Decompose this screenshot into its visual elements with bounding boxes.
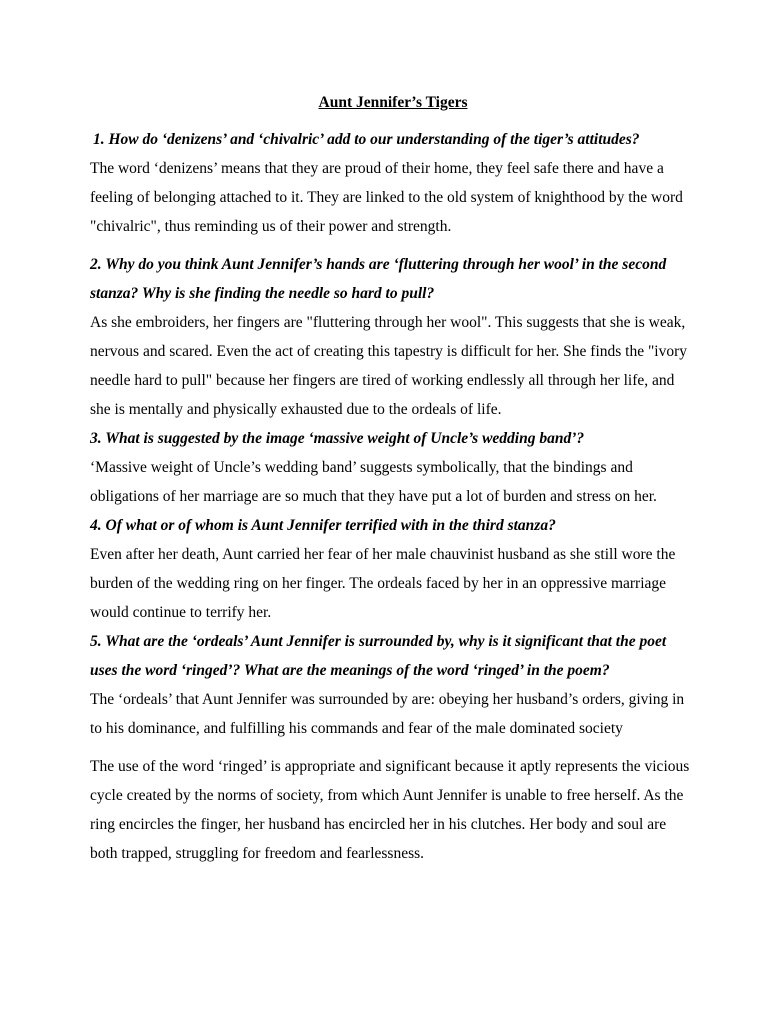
answer-1: The word ‘denizens’ means that they are proud of their home, they feel safe there and have a feeling of belonging attached to it. They are linked to the old system of knighthood by the word "chivalric", thus reminding us of their power and strength.: [90, 160, 683, 235]
answer-3: ‘Massive weight of Uncle’s wedding band’ suggests symbolically, that the bindings and obligations of her marriage are so much that they have put a lot of burden and stress on her.: [90, 459, 657, 505]
document-page: [90, 93, 690, 868]
answer-4: Even after her death, Aunt carried her fear of her male chauvinist husband as she still wore the burden of the wedding ring on her finger. The ordeals faced by her in an oppressive marriage would continue to terrify her.: [90, 546, 676, 621]
question-4: 4. Of what or of whom is Aunt Jennifer terrified with in the third stanza?: [90, 517, 556, 534]
question-5: 5. What are the ‘ordeals’ Aunt Jennifer is surrounded by, why is it significant that the poet uses the word ‘ringed’? What are the meanings of the word ‘ringed’ in the poem?: [90, 633, 667, 679]
question-3: 3. What is suggested by the image ‘massive weight of Uncle’s wedding band’?: [90, 430, 585, 447]
qa-item-5: [90, 627, 690, 743]
qa-item-4: [90, 511, 690, 627]
closing-paragraph: The use of the word ‘ringed’ is appropriate and significant because it aptly represents the vicious cycle created by the norms of society, from which Aunt Jennifer is unable to free herself. As the ring encircles the finger, her husband has encircled her in his clutches. Her body and soul are both trapped, struggling for freedom and fearlessness.: [90, 758, 690, 862]
answer-2: As she embroiders, her fingers are "fluttering through her wool". This suggests that she is weak, nervous and scared. Even the act of creating this tapestry is difficult for her. She finds the "ivory needle hard to pull" because her fingers are tired of working endlessly all through her life, and she is mentally and physically exhausted due to the ordeals of life.: [90, 314, 688, 418]
answer-5: The ‘ordeals’ that Aunt Jennifer was surrounded by are: obeying her husband’s orders, giving in to his dominance, and fulfilling his commands and fear of the male dominated society: [90, 691, 685, 737]
qa-item-3: [90, 424, 690, 511]
qa-item-1: [90, 125, 690, 241]
question-2: 2. Why do you think Aunt Jennifer’s hands are ‘fluttering through her wool’ in the second stanza? Why is she finding the needle so hard to pull?: [90, 256, 667, 302]
document-title: Aunt Jennifer’s Tigers: [318, 94, 468, 111]
question-1: 1. How do ‘denizens’ and ‘chivalric’ add to our understanding of the tiger’s attitudes?: [93, 131, 640, 148]
qa-item-2: [90, 250, 690, 424]
